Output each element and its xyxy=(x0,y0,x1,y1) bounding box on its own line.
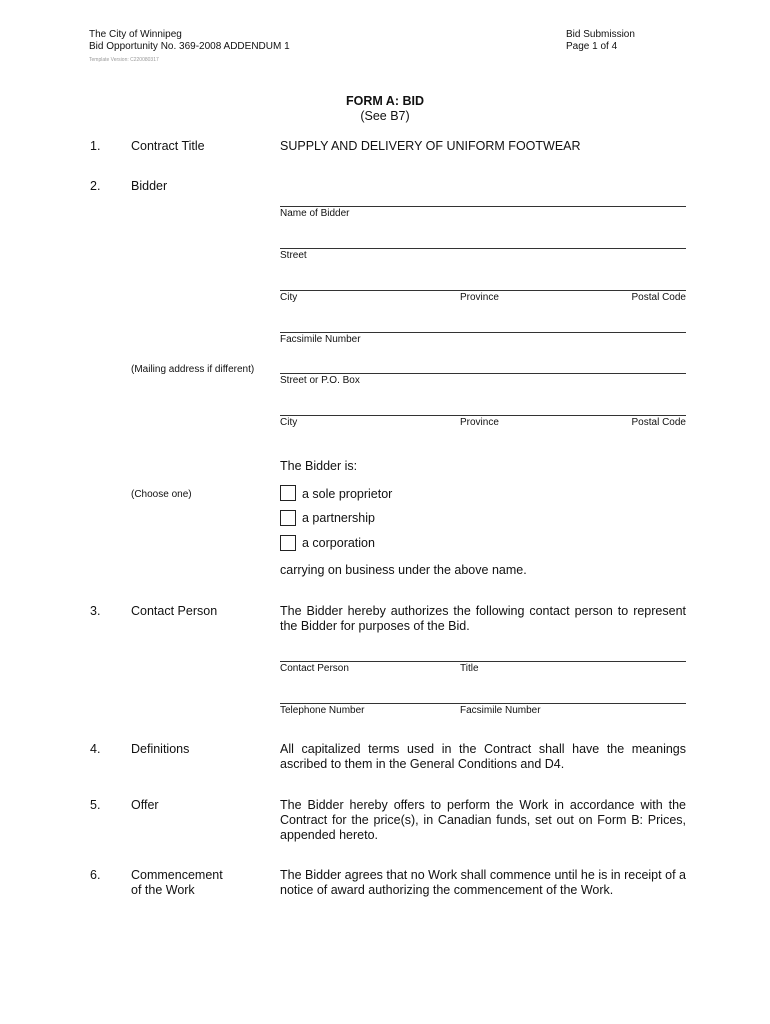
section-4-label: Definitions xyxy=(131,742,190,756)
fax-caption: Facsimile Number xyxy=(280,334,361,345)
telephone-fax-line[interactable] xyxy=(280,703,686,704)
header-template-version: Template Version: C220080317 xyxy=(89,57,159,63)
section-6-label-line1: Commencement xyxy=(131,868,223,882)
section-6-number: 6. xyxy=(90,868,101,882)
partnership-checkbox[interactable] xyxy=(280,510,296,526)
telephone-caption: Telephone Number xyxy=(280,705,365,716)
mailing-postal-code-caption: Postal Code xyxy=(631,417,686,428)
section-6-label-line2: of the Work xyxy=(131,883,195,897)
mailing-province-caption: Province xyxy=(460,417,499,428)
bidder-name-line[interactable] xyxy=(280,206,686,207)
bidder-is-label: The Bidder is: xyxy=(280,459,358,473)
fax-line[interactable] xyxy=(280,332,686,333)
city-caption: City xyxy=(280,292,298,303)
street-line[interactable] xyxy=(280,248,686,249)
section-2-label: Bidder xyxy=(131,179,168,193)
header-bid-opportunity: Bid Opportunity No. 369-2008 ADDENDUM 1 xyxy=(89,41,290,52)
section-5-number: 5. xyxy=(90,798,101,812)
contact-fax-caption: Facsimile Number xyxy=(460,705,541,716)
offer-text: The Bidder hereby offers to perform the Work in accordance with the Contract for the price(s), in Canadian funds, set out on Form B: Prices, appended hereto. xyxy=(280,798,686,842)
corporation-checkbox[interactable] xyxy=(280,535,296,551)
header-doc-type: Bid Submission xyxy=(566,29,635,40)
carrying-on-business-text: carrying on business under the above name. xyxy=(280,563,527,577)
corporation-label: a corporation xyxy=(302,536,375,550)
contact-title-line[interactable] xyxy=(280,661,686,662)
bidder-name-caption: Name of Bidder xyxy=(280,208,350,219)
mailing-address-note: (Mailing address if different) xyxy=(131,364,255,375)
section-1-label: Contract Title xyxy=(131,139,205,153)
mailing-street-caption: Street or P.O. Box xyxy=(280,375,360,386)
form-title: FORM A: BID xyxy=(346,94,424,108)
choose-one-note: (Choose one) xyxy=(131,489,192,500)
contact-person-text: The Bidder hereby authorizes the following contact person to represent the Bidder for purposes of the Bid. xyxy=(280,604,686,633)
partnership-label: a partnership xyxy=(302,511,375,525)
section-1-number: 1. xyxy=(90,139,101,153)
section-5-label: Offer xyxy=(131,798,159,812)
definitions-text: All capitalized terms used in the Contract shall have the meanings ascribed to them in the General Conditions and D4. xyxy=(280,742,686,771)
postal-code-caption: Postal Code xyxy=(631,292,686,303)
mailing-street-line[interactable] xyxy=(280,373,686,374)
section-2-number: 2. xyxy=(90,179,101,193)
street-caption: Street xyxy=(280,250,307,261)
section-3-label: Contact Person xyxy=(131,604,218,618)
sole-proprietor-label: a sole proprietor xyxy=(302,487,393,501)
section-4-number: 4. xyxy=(90,742,101,756)
sole-proprietor-checkbox[interactable] xyxy=(280,485,296,501)
section-3-number: 3. xyxy=(90,604,101,618)
mailing-city-caption: City xyxy=(280,417,298,428)
title-caption: Title xyxy=(460,663,479,674)
commencement-text: The Bidder agrees that no Work shall commence until he is in receipt of a notice of award authorizing the commencement of the Work. xyxy=(280,868,686,897)
form-subtitle: (See B7) xyxy=(360,109,410,123)
contact-person-caption: Contact Person xyxy=(280,663,349,674)
city-province-postal-line[interactable] xyxy=(280,290,686,291)
mailing-city-line[interactable] xyxy=(280,415,686,416)
header-org: The City of Winnipeg xyxy=(89,29,182,40)
province-caption: Province xyxy=(460,292,499,303)
header-page-number: Page 1 of 4 xyxy=(566,41,618,52)
contract-title-value: SUPPLY AND DELIVERY OF UNIFORM FOOTWEAR xyxy=(280,139,581,153)
